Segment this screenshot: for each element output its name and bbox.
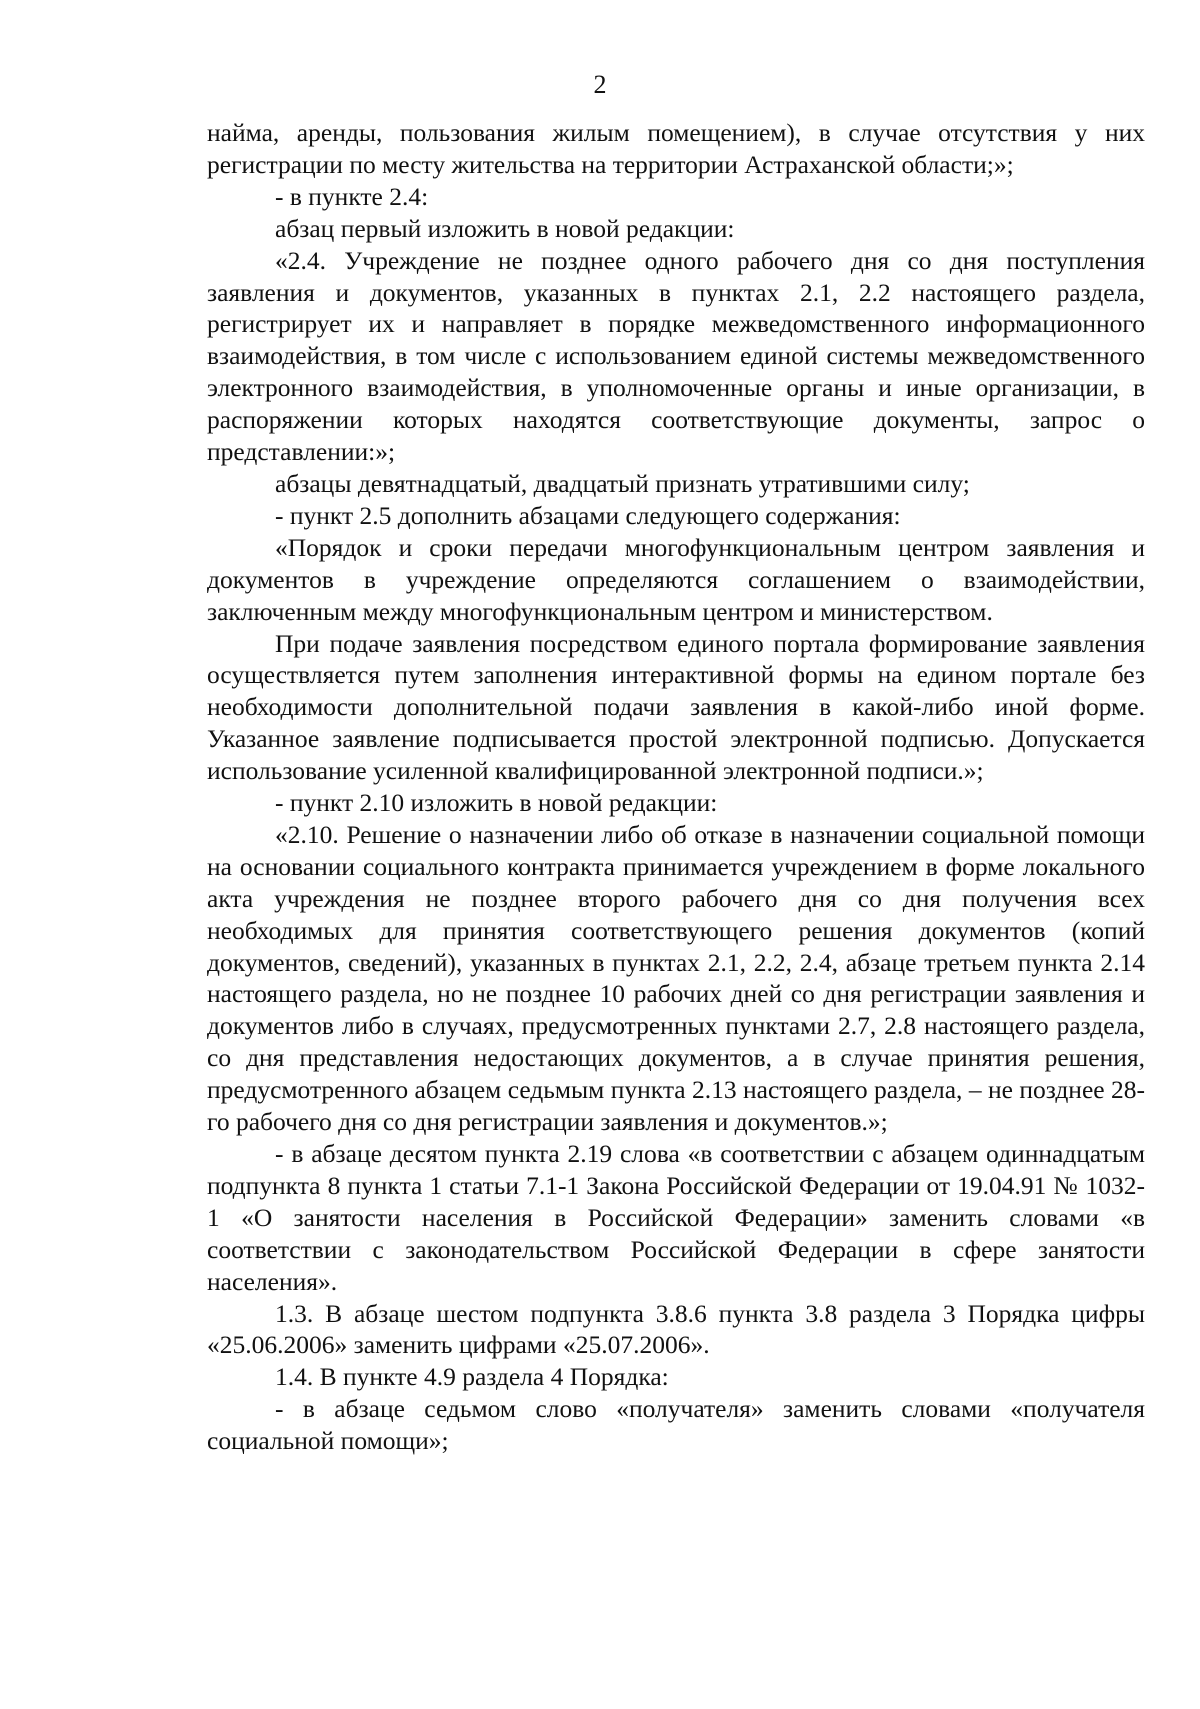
paragraph: - в абзаце седьмом слово «получателя» заменить словами «получателя социальной помощи»; — [207, 1394, 1145, 1456]
paragraph: - пункт 2.10 изложить в новой редакции: — [275, 788, 718, 818]
paragraph: «Порядок и сроки передачи многофункциональным центром заявления и документов в учреждение определяются соглашением о взаимодействии, заключенным между многофункциональным центром и министерством. — [207, 532, 1145, 626]
paragraph: - в пункте 2.4: — [275, 181, 429, 211]
paragraph: «2.4. Учреждение не позднее одного рабочего дня со дня поступления заявления и документов, указанных в пунктах 2.1, 2.2 настоящего раздела, регистрирует их и направляет в порядке межведомственного информационного взаимодействия, в том числе с использованием единой системы межведомственного электронного взаимодействия, в уполномоченные органы и иные организации, в распоряжении которых находятся соответствующие документы, запрос о представлении:»; — [207, 245, 1145, 467]
paragraph: 1.4. В пункте 4.9 раздела 4 Порядка: — [275, 1362, 669, 1392]
document-body — [207, 117, 1145, 1457]
paragraph: - пункт 2.5 дополнить абзацами следующего содержания: — [275, 500, 901, 530]
paragraph: абзацы девятнадцатый, двадцатый признать утратившими силу; — [275, 468, 970, 498]
paragraph: - в абзаце десятом пункта 2.19 слова «в соответствии с абзацем одиннадцатым подпункта 8 пункта 1 статьи 7.1-1 Закона Российской Федерации от 19.04.91 № 1032-1 «О занятости населения в Российской Федерации» заменить словами «в соответствии с законодательством Российской Федерации в сфере занятости населения». — [207, 1139, 1145, 1296]
paragraph: При подаче заявления посредством единого портала формирование заявления осуществляется путем заполнения интерактивной формы на едином портале без необходимости дополнительной подачи заявления в какой-либо иной форме. Указанное заявление подписывается простой электронной подписью. Допускается использование усиленной квалифицированной электронной подписи.»; — [207, 628, 1145, 786]
paragraph: абзац первый изложить в новой редакции: — [275, 213, 735, 243]
paragraph: найма, аренды, пользования жилым помещением), в случае отсутствия у них регистрации по месту жительства на территории Астраханской области;»; — [207, 118, 1145, 179]
paragraph: «2.10. Решение о назначении либо об отказе в назначении социальной помощи на основании социального контракта принимается учреждением в форме локального акта учреждения не позднее второго рабочего дня со дня получения всех необходимых для принятия соответствующего решения документов (копий документов, сведений), указанных в пунктах 2.1, 2.2, 2.4, абзаце третьем пункта 2.14 настоящего раздела, но не позднее 10 рабочих дней со дня регистрации заявления и документов либо в случаях, предусмотренных пунктами 2.7, 2.8 настоящего раздела, со дня представления недостающих документов, а в случае принятия решения, предусмотренного абзацем седьмым пункта 2.13 настоящего раздела, – не позднее 28-го рабочего дня со дня регистрации заявления и документов.»; — [207, 819, 1145, 1137]
paragraph: 1.3. В абзаце шестом подпункта 3.8.6 пункта 3.8 раздела 3 Порядка цифры «25.06.2006» заменить цифрами «25.07.2006». — [207, 1298, 1145, 1360]
page-number: 2 — [593, 70, 607, 99]
